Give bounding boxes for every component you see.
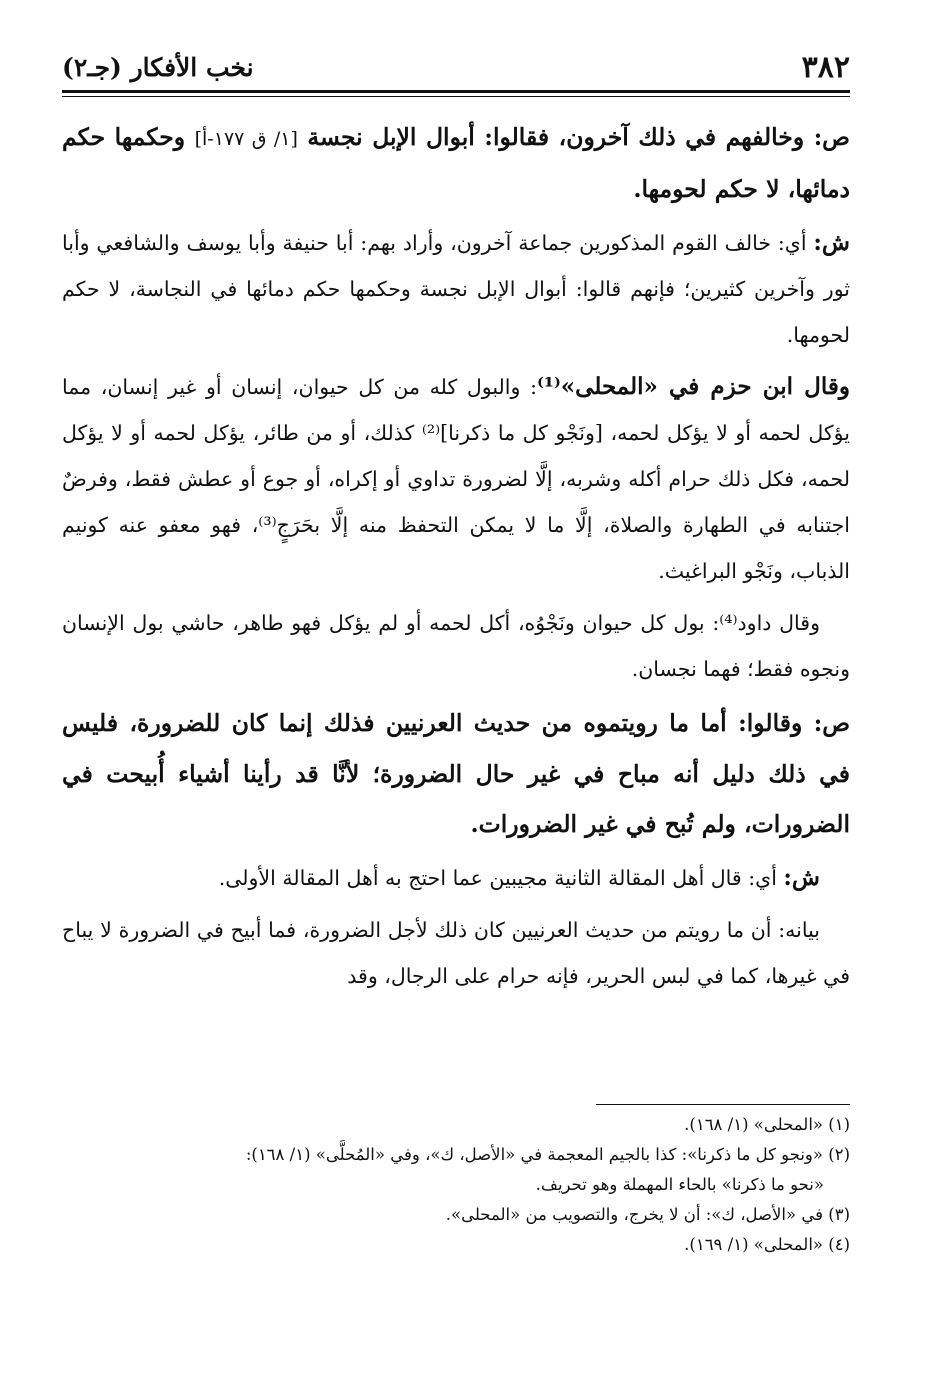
footnote: (٤) «المحلى» (١/ ١٦٩). bbox=[684, 1235, 850, 1254]
footnote: (٣) في «الأصل، ك»: أن لا يخرج، والتصويب من «المحلى». bbox=[445, 1205, 850, 1224]
matn-paragraph bbox=[62, 698, 850, 849]
sharh-paragraph bbox=[62, 220, 850, 358]
footnote-continuation: «نحو ما ذكرنا» بالحاء المهملة وهو تحريف. bbox=[535, 1175, 824, 1194]
paragraph-lead: ص: bbox=[813, 710, 850, 737]
matn-paragraph bbox=[62, 112, 850, 214]
paragraph-text-tail: وحكمها حكم دمائها، لا حكم لحومها. bbox=[62, 123, 850, 203]
paragraph-text: وقال داود⁽⁴⁾: بول كل حيوان ونَجْوُه، أكل لحمه أو لم يؤكل فهو طاهر، حاشي بول الإنسان ونجوه فقط؛ فهما نجسان. bbox=[62, 611, 850, 681]
paragraph-text: أي: قال أهل المقالة الثانية مجيبين عما احتج به أهل المقالة الأولى. bbox=[218, 866, 784, 890]
sharh-paragraph bbox=[62, 855, 850, 901]
sharh-paragraph bbox=[62, 907, 850, 999]
paragraph-lead: ش: bbox=[813, 229, 850, 256]
manuscript-ref: [١/ ق ١٧٧-أ] bbox=[194, 128, 298, 150]
page-header bbox=[62, 46, 850, 88]
footnote-separator bbox=[596, 1104, 850, 1105]
paragraph-text: وخالفهم في ذلك آخرون، فقالوا: أبوال الإبل نجسة bbox=[297, 123, 814, 151]
paragraph-text: وقالوا: أما ما رويتموه من حديث العرنيين فذلك إنما كان للضرورة، فليس في ذلك دليل أنه مباح في غير حال الضرورة؛ لأنَّا قد رأينا أشياء أُبيحت في الضرورات، ولم تُبح في غير الضرورات. bbox=[62, 709, 850, 838]
paragraph-text: : والبول كله من كل حيوان، إنسان أو غير إنسان، مما يؤكل لحمه أو لا يؤكل لحمه، [ونَجْو كل ما ذكرنا]⁽²⁾ كذلك، أو من طائر، يؤكل لحمه أو لا يؤكل لحمه، فكل ذلك حرام أكله وشربه، إلَّا لضرورة تداوي أو إكراه، أو جوع أو عطش فقط، وفرضٌ اجتنابه في الطهارة والصلاة، إلَّا ما لا يمكن التحفظ منه إلَّا بحَرَجٍ⁽³⁾، فهو معفو عنه كونيم الذباب، ونَجْو البراغيث. bbox=[62, 375, 851, 583]
footnote: (١) «المحلى» (١/ ١٦٨). bbox=[684, 1115, 850, 1134]
footnotes bbox=[62, 1110, 850, 1260]
quote-paragraph bbox=[62, 600, 850, 692]
book-title: نخب الأفكار (جـ٢) bbox=[62, 52, 254, 82]
page-number: ٣٨٢ bbox=[801, 49, 850, 85]
paragraph-lead: ص: bbox=[813, 124, 850, 151]
footnote: (٢) «ونجو كل ما ذكرنا»: كذا بالجيم المعجمة في «الأصل، ك»، وفي «المُحلَّى» (١/ ١٦٨): bbox=[245, 1145, 850, 1164]
header-rule-thick bbox=[62, 90, 850, 93]
paragraph-lead: وقال ابن حزم في «المحلى»⁽¹⁾ bbox=[537, 373, 851, 400]
paragraph-lead: ش: bbox=[783, 864, 820, 891]
header-rule-thin bbox=[62, 96, 850, 97]
paragraph-text: بيانه: أن ما رويتم من حديث العرنيين كان ذلك لأجل الضرورة، فما أبيح في الضرورة لا يباح في غيرها، كما في لبس الحرير، فإنه حرام على الرجال، وقد bbox=[62, 918, 850, 988]
main-text bbox=[62, 112, 850, 1005]
paragraph-text: أي: خالف القوم المذكورين جماعة آخرون، وأراد بهم: أبا حنيفة وأبا يوسف والشافعي وأبا ثور وآخرين كثيرين؛ فإنهم قالوا: أبوال الإبل نجسة وحكمها حكم دمائها في النجاسة، لا حكم لحومها. bbox=[62, 231, 850, 347]
quote-paragraph bbox=[62, 364, 850, 594]
